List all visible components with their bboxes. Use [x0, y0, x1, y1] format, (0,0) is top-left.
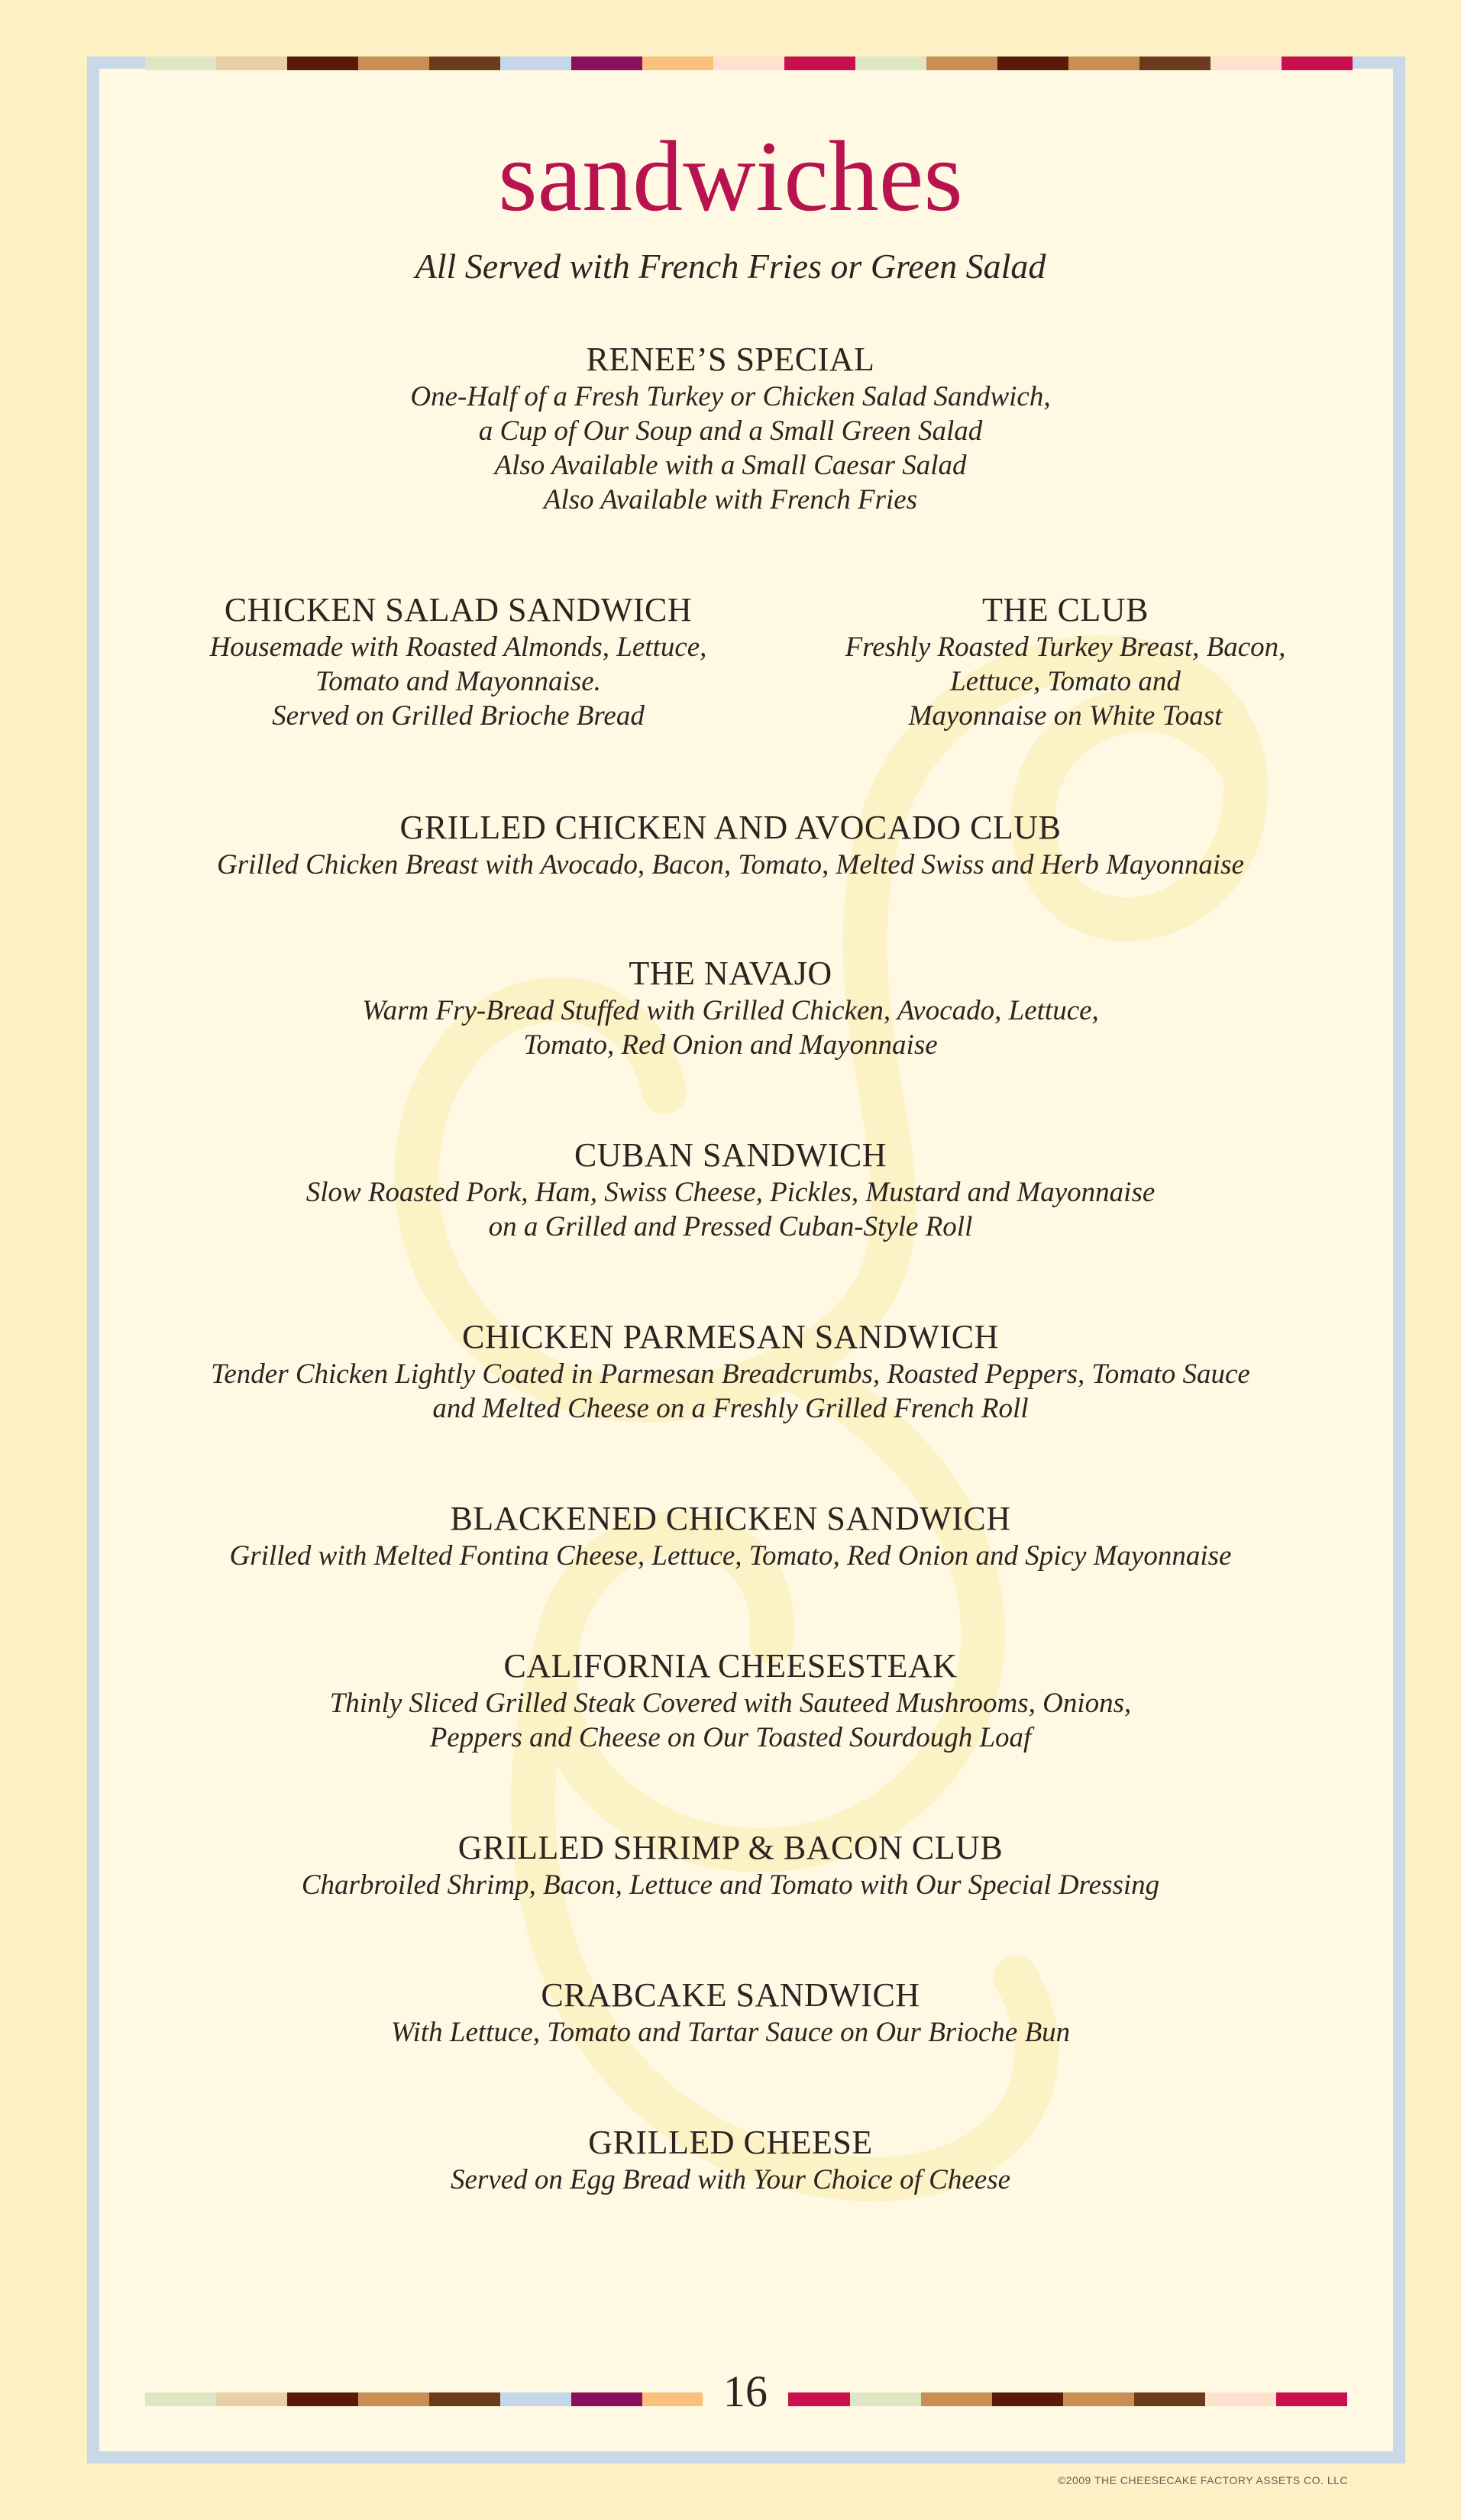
menu-item-grilled-cheese — [0, 2123, 1461, 2197]
item-name: CUBAN SANDWICH — [574, 1136, 887, 1174]
item-name: CHICKEN PARMESAN SANDWICH — [462, 1318, 999, 1355]
item-desc-line: Grilled with Melted Fontina Cheese, Lettuce, Tomato, Red Onion and Spicy Mayonnaise — [229, 1540, 1232, 1572]
stripe-segment — [1210, 57, 1282, 70]
item-desc-line: Tender Chicken Lightly Coated in Parmesan Breadcrumbs, Roasted Peppers, Tomato Sauce — [211, 1359, 1250, 1390]
menu-item-grilled-shrimp-bacon-club — [0, 1828, 1461, 1902]
item-name: GRILLED CHEESE — [588, 2124, 873, 2161]
item-name: GRILLED CHICKEN AND AVOCADO CLUB — [399, 809, 1062, 846]
item-desc-line: Freshly Roasted Turkey Breast, Bacon, — [845, 632, 1286, 663]
stripe-segment — [287, 57, 358, 70]
menu-item-cuban-sandwich — [0, 1136, 1461, 1244]
item-desc-line: Housemade with Roasted Almonds, Lettuce, — [209, 632, 707, 663]
section-title: sandwiches — [498, 120, 963, 232]
stripe-segment — [1282, 57, 1353, 70]
item-name: CALIFORNIA CHEESESTEAK — [503, 1647, 958, 1685]
stripe-segment — [992, 2392, 1063, 2406]
stripe-segment — [145, 57, 216, 70]
menu-item-blackened-chicken-sandwich — [0, 1499, 1461, 1573]
stripe-segment — [216, 2392, 287, 2406]
stripe-segment — [850, 2392, 921, 2406]
item-name: CRABCAKE SANDWICH — [541, 1976, 920, 2014]
item-name: CHICKEN SALAD SANDWICH — [224, 591, 693, 628]
stripe-segment — [500, 57, 571, 70]
stripe-segment — [855, 57, 926, 70]
item-name: GRILLED SHRIMP & BACON CLUB — [457, 1829, 1004, 1866]
stripe-segment — [145, 2392, 216, 2406]
stripe-segment — [1139, 57, 1210, 70]
item-desc-line: One-Half of a Fresh Turkey or Chicken Salad Sandwich, — [410, 381, 1051, 412]
stripe-segment — [1068, 57, 1139, 70]
stripe-segment — [571, 2392, 642, 2406]
menu-item-california-cheesesteak — [0, 1646, 1461, 1755]
stripe-segment — [1276, 2392, 1347, 2406]
stripe-segment — [358, 57, 429, 70]
item-name: THE CLUB — [982, 591, 1149, 628]
item-desc-line: Charbroiled Shrimp, Bacon, Lettuce and Tomato with Our Special Dressing — [301, 1869, 1160, 1901]
item-desc-line: Slow Roasted Pork, Ham, Swiss Cheese, Pickles, Mustard and Mayonnaise — [305, 1177, 1156, 1208]
stripe-segment — [500, 2392, 571, 2406]
item-name: BLACKENED CHICKEN SANDWICH — [450, 1500, 1011, 1537]
stripe-segment — [429, 57, 500, 70]
stripe-segment — [1205, 2392, 1276, 2406]
item-desc-line: With Lettuce, Tomato and Tartar Sauce on Our Brioche Bun — [390, 2017, 1071, 2048]
item-desc-line: Mayonnaise on White Toast — [908, 700, 1223, 732]
stripe-segment — [1063, 2392, 1134, 2406]
section-subtitle: All Served with French Fries or Green Salad — [415, 247, 1046, 286]
stripe-segment — [1134, 2392, 1205, 2406]
item-desc-line: Also Available with a Small Caesar Salad — [494, 450, 967, 481]
item-desc-line: Lettuce, Tomato and — [950, 666, 1181, 697]
color-stripe-bottom-left — [145, 2392, 713, 2406]
item-desc-line: Thinly Sliced Grilled Steak Covered with Sauteed Mushrooms, Onions, — [329, 1688, 1132, 1719]
copyright-notice: ©2009 THE CHEESECAKE FACTORY ASSETS CO. LLC — [1057, 2474, 1348, 2486]
item-desc-line: on a Grilled and Pressed Cuban-Style Roll — [488, 1211, 973, 1242]
item-desc-line: and Melted Cheese on a Freshly Grilled French Roll — [432, 1393, 1029, 1424]
item-desc-line: a Cup of Our Soup and a Small Green Salad — [478, 415, 983, 447]
color-stripe-bottom-right — [779, 2392, 1347, 2406]
item-desc-line: Peppers and Cheese on Our Toasted Sourdough Loaf — [429, 1722, 1032, 1753]
stripe-segment — [358, 2392, 429, 2406]
item-desc-line: Tomato, Red Onion and Mayonnaise — [523, 1029, 938, 1061]
menu-item-the-club — [771, 590, 1359, 733]
stripe-segment — [642, 57, 713, 70]
item-desc-line: Warm Fry-Bread Stuffed with Grilled Chicken, Avocado, Lettuce, — [362, 995, 1099, 1026]
stripe-segment — [921, 2392, 992, 2406]
stripe-segment — [287, 2392, 358, 2406]
stripe-segment — [926, 57, 997, 70]
menu-item-renees-special — [0, 340, 1461, 517]
item-desc-line: Served on Grilled Brioche Bread — [272, 700, 645, 732]
item-desc-line: Also Available with French Fries — [543, 484, 918, 515]
stripe-segment — [571, 57, 642, 70]
page-number: 16 — [703, 2366, 788, 2417]
stripe-segment — [429, 2392, 500, 2406]
menu-item-grilled-chicken-avocado-club — [0, 808, 1461, 882]
item-desc-line: Tomato and Mayonnaise. — [315, 666, 601, 697]
stripe-segment — [784, 57, 855, 70]
color-stripe-top — [145, 57, 1353, 70]
item-desc-line: Grilled Chicken Breast with Avocado, Bacon, Tomato, Melted Swiss and Herb Mayonnaise — [217, 849, 1244, 880]
menu-item-the-navajo — [0, 954, 1461, 1062]
stripe-segment — [216, 57, 287, 70]
menu-item-chicken-parmesan-sandwich — [0, 1317, 1461, 1426]
menu-item-crabcake-sandwich — [0, 1976, 1461, 2050]
stripe-segment — [779, 2392, 850, 2406]
stripe-segment — [713, 57, 784, 70]
menu-item-chicken-salad-sandwich — [137, 590, 779, 733]
item-name: THE NAVAJO — [629, 955, 832, 992]
item-name: RENEE’S SPECIAL — [586, 341, 875, 378]
stripe-segment — [997, 57, 1068, 70]
item-desc-line: Served on Egg Bread with Your Choice of Cheese — [450, 2164, 1011, 2195]
